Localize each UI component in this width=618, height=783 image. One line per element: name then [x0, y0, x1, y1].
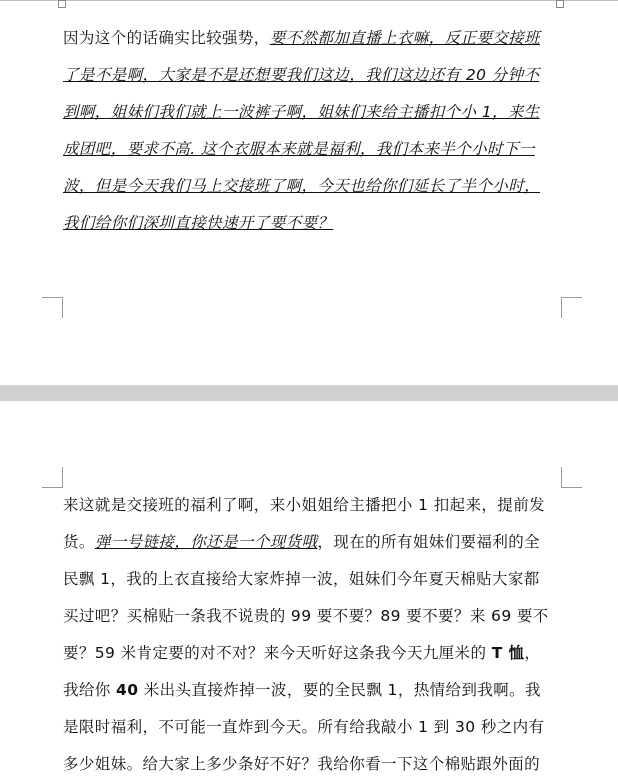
text-line: [63, 672, 563, 709]
margin-corner-mark: [561, 467, 582, 488]
text-line: [63, 524, 563, 561]
document-page-1: [0, 0, 618, 385]
plain-text: 要？59 米肯定要的对不对？来今天听好这条我今天九厘米的: [63, 644, 492, 662]
ruler-indent-marker[interactable]: [58, 0, 66, 8]
text-line: 了是不是啊，大家是不是还想要我们这边，我们这边还有 20 分钟不: [63, 66, 540, 84]
text-line: 来这就是交接班的福利了啊，来小姐姐给主播把小 1 扣起来，提前发: [63, 496, 546, 514]
text-line: 是限时福利，不可能一直炸到今天。所有给我敲小 1 到 30 秒之内有: [63, 718, 545, 736]
ruler-line: [0, 0, 618, 1]
bold-text: T 恤: [491, 644, 525, 662]
plain-text: 货。: [63, 533, 95, 551]
bold-text: 40: [116, 681, 139, 699]
plain-text: 我给你: [63, 681, 117, 699]
text-line: 成团吧，要求不高. 这个衣服本来就是福利，我们本来半个小时下一: [63, 140, 535, 158]
text-line: 买过吧？买棉贴一条我不说贵的 99 要不要？89 要不要？来 69 要不: [63, 607, 549, 625]
text-line: 我们给你们深圳直接快速开了要不要？: [63, 214, 334, 232]
margin-corner-mark: [42, 297, 63, 318]
text-line: [63, 20, 563, 57]
margin-corner-mark: [42, 467, 63, 488]
ruler-right-marker[interactable]: [556, 0, 564, 8]
text-line: [63, 635, 563, 672]
paragraph-2: [63, 487, 563, 783]
document-page-2: [0, 401, 618, 781]
text-line: 波，但是今天我们马上交接班了啊，今天也给你们延长了半个小时，: [63, 177, 541, 195]
plain-text: ，现在的所有姐妹们要福利的全: [317, 533, 541, 551]
plain-text: 米出头直接炸掉一波，要的全民飘 1，热情给到我啊。我: [138, 681, 541, 699]
text-line: 民飘 1，我的上衣直接给大家炸掉一波，姐妹们今年夏天棉贴大家都: [63, 570, 540, 588]
page-gap: [0, 385, 618, 401]
underlined-text: 弹一号链接，你还是一个现货哦: [94, 533, 318, 551]
text-line: 到啊，姐妹们我们就上一波裤子啊，姐妹们来给主播扣个小 1，来生: [63, 103, 540, 121]
paragraph-1: [63, 20, 563, 242]
plain-text: 因为这个的话确实比较强势，: [63, 29, 270, 47]
text-line: 多少姐妹。给大家上多少条好不好？我给你看一下这个棉贴跟外面的: [63, 755, 541, 773]
plain-text: ，: [524, 644, 541, 662]
underlined-text: 要不然都加直播上衣嘛，反正要交接班: [269, 29, 541, 47]
margin-corner-mark: [561, 297, 582, 318]
